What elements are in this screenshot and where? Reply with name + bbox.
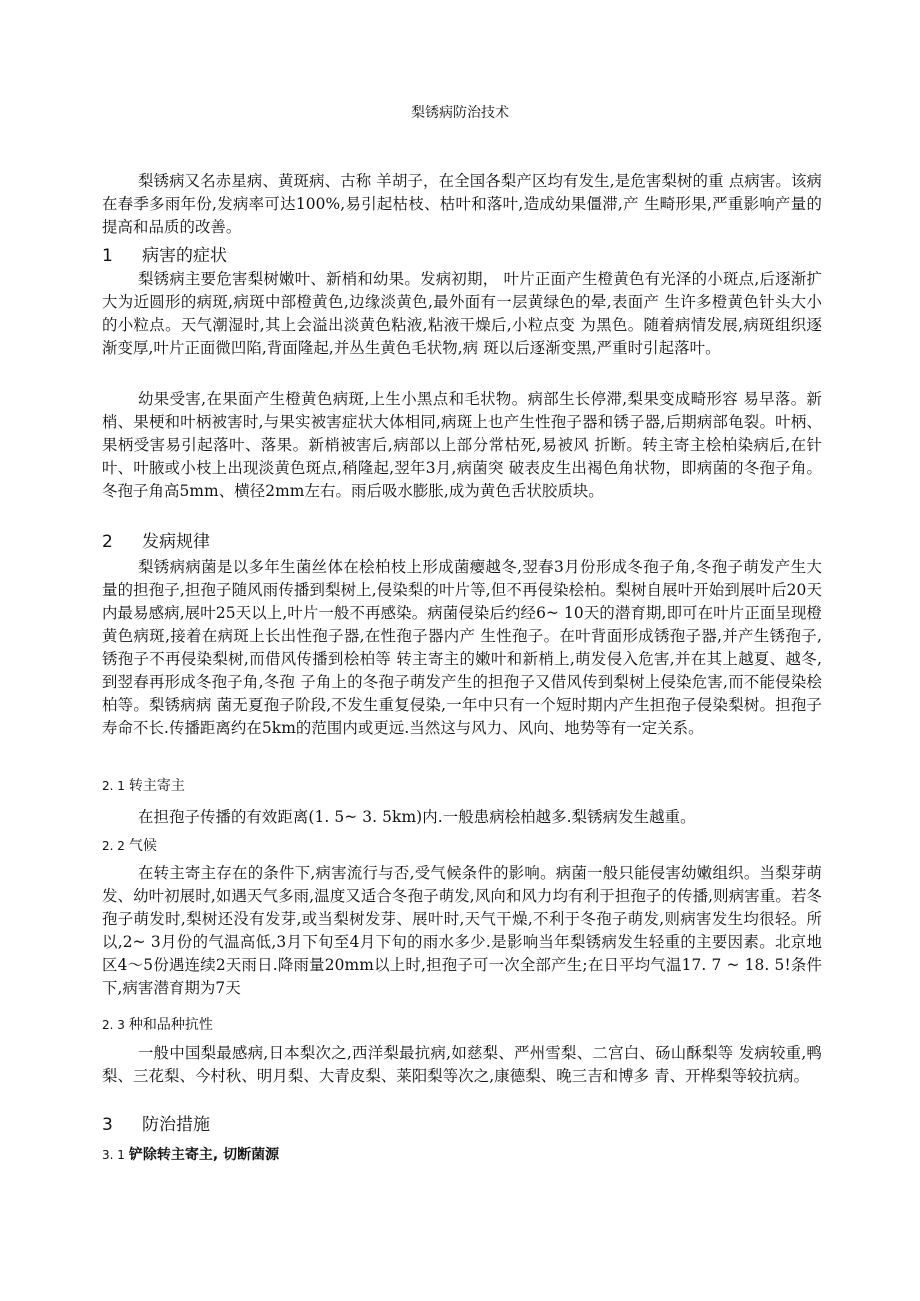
section-title: 防治措施 xyxy=(142,1115,210,1135)
section-number: 1 xyxy=(102,246,113,266)
subsection-number: 2. 3 xyxy=(102,1018,125,1032)
section-heading-2 xyxy=(102,531,210,553)
document-title: 梨锈病防治技术 xyxy=(411,105,509,121)
section-1-paragraph-2: 幼果受害,在果面产生橙黄色病斑,上生小黑点和毛状物。病部生长停滞,梨果变成畸形容 易早落。新梢、果梗和叶柄被害时,与果实被害症状大体相同,病斑上也产生性孢子器和锈子器,后期病部龟裂。叶柄、果柄受害易引起落叶、落果。新梢被害后,病部以上部分常枯死,易被风 折断。转主寄主桧柏染病后,在针叶、叶腋或小枝上出现淡黄色斑点,稍隆起,翌年3月,病菌突 破表皮生出褐色角状物，即病菌的冬孢子角。冬孢子角高5mm、横径2mm左右。雨后吸水膨胀,成为黄色舌状胶质块。 xyxy=(102,390,822,500)
subsection-number: 3. 1 xyxy=(102,1148,125,1162)
subsection-heading-2-1 xyxy=(102,776,185,796)
section-title: 发病规律 xyxy=(142,532,210,552)
subsection-2-1-paragraph: 在担孢子传播的有效距离(1. 5~ 3. 5km)内.一般患病桧柏越多.梨锈病发生越重。 xyxy=(138,808,696,826)
subsection-title: 铲除转主寄主, 切断菌源 xyxy=(128,1147,280,1163)
section-heading-1 xyxy=(102,245,227,267)
subsection-heading-2-3 xyxy=(102,1015,213,1035)
section-title: 病害的症状 xyxy=(142,246,227,266)
section-2-paragraph-1: 梨锈病病菌是以多年生菌丝体在桧柏枝上形成菌瘿越冬,翌春3月份形成冬孢子角,冬孢子萌发产生大量的担孢子,担孢子随风雨传播到梨树上,侵染梨的叶片等,但不再侵染桧柏。梨树自展叶开始到展叶后20天内最易感病,展叶25天以上,叶片一般不再感染。病菌侵染后约经6~ 10天的潜育期,即可在叶片正面呈现橙黄色病斑,接着在病斑上长出性孢子器,在性孢子器内产 生性孢子。在叶背面形成锈孢子器,并产生锈孢子,锈孢子不再侵染梨树,而借风传播到桧柏等 转主寄主的嫩叶和新梢上,萌发侵入危害,并在其上越夏、越冬,到翌春再形成冬孢子角,冬孢 子角上的冬孢子萌发产生的担孢子又借风传到梨树上侵染危害,而不能侵染桧柏等。梨锈病病 菌无夏孢子阶段,不发生重复侵染,一年中只有一个短时期内产生担孢子侵染梨树。担孢子寿命不长.传播距离约在5km的范围内或更远.当然这与风力、风向、地势等有一定关系。 xyxy=(102,558,822,737)
subsection-title: 气候 xyxy=(128,838,157,854)
subsection-number: 2. 1 xyxy=(102,779,125,793)
intro-paragraph: 梨锈病又名赤星病、黄斑病、古称 羊胡子，在全国各梨产区均有发生,是危害梨树的重 点病害。该病在春季多雨年份,发病率可达100%,易引起枯枝、枯叶和落叶,造成幼果僵滞,产 生畸形果,严重影响产量的提高和品质的改善。 xyxy=(102,172,822,236)
section-heading-3 xyxy=(102,1114,210,1136)
subsection-number: 2. 2 xyxy=(102,839,125,853)
section-number: 3 xyxy=(102,1115,113,1135)
subsection-heading-3-1 xyxy=(102,1145,279,1165)
subsection-title: 种和品种抗性 xyxy=(128,1017,213,1033)
subsection-2-3-paragraph: 一般中国梨最感病,日本梨次之,西洋梨最抗病,如慈梨、严州雪梨、二宫白、砀山酥梨等 发病较重,鸭梨、三花梨、今村秋、明月梨、大青皮梨、莱阳梨等次之,康德梨、晚三吉和博多 青、开桦梨等较抗病。 xyxy=(102,1044,822,1085)
subsection-title: 转主寄主 xyxy=(128,778,185,794)
section-number: 2 xyxy=(102,532,113,552)
section-1-paragraph-1: 梨锈病主要危害梨树嫩叶、新梢和幼果。发病初期， 叶片正面产生橙黄色有光泽的小斑点,后逐渐扩大为近圆形的病斑,病斑中部橙黄色,边缘淡黄色,最外面有一层黄绿色的晕,表面产 生许多橙黄色针头大小的小粒点。天气潮湿时,其上会溢出淡黄色粘液,粘液干燥后,小粒点变 为黑色。随着病情发展,病斑组织逐渐变厚,叶片正面微凹陷,背面隆起,并丛生黄色毛状物,病 斑以后逐渐变黑,严重时引起落叶。 xyxy=(102,270,822,357)
subsection-heading-2-2 xyxy=(102,836,157,856)
subsection-2-2-paragraph: 在转主寄主存在的条件下,病害流行与否,受气候条件的影响。病菌一般只能侵害幼嫩组织。当梨芽萌发、幼叶初展时,如遇天气多雨,温度又适合冬孢子萌发,风向和风力均有利于担孢子的传播,则病害重。若冬孢子萌发时,梨树还没有发芽,或当梨树发芽、展叶时,天气干燥,不利于冬孢子萌发,则病害发生均很轻。所以,2~ 3月份的气温高低,3月下旬至4月下旬的雨水多少.是影响当年梨锈病发生轻重的主要因素。北京地区4〜5份遇连续2天雨日.降雨量20mm以上时,担孢子可一次全部产生;在日平均气温17. 7 ~ 18. 5!条件下,病害潜育期为7天 xyxy=(102,864,822,997)
